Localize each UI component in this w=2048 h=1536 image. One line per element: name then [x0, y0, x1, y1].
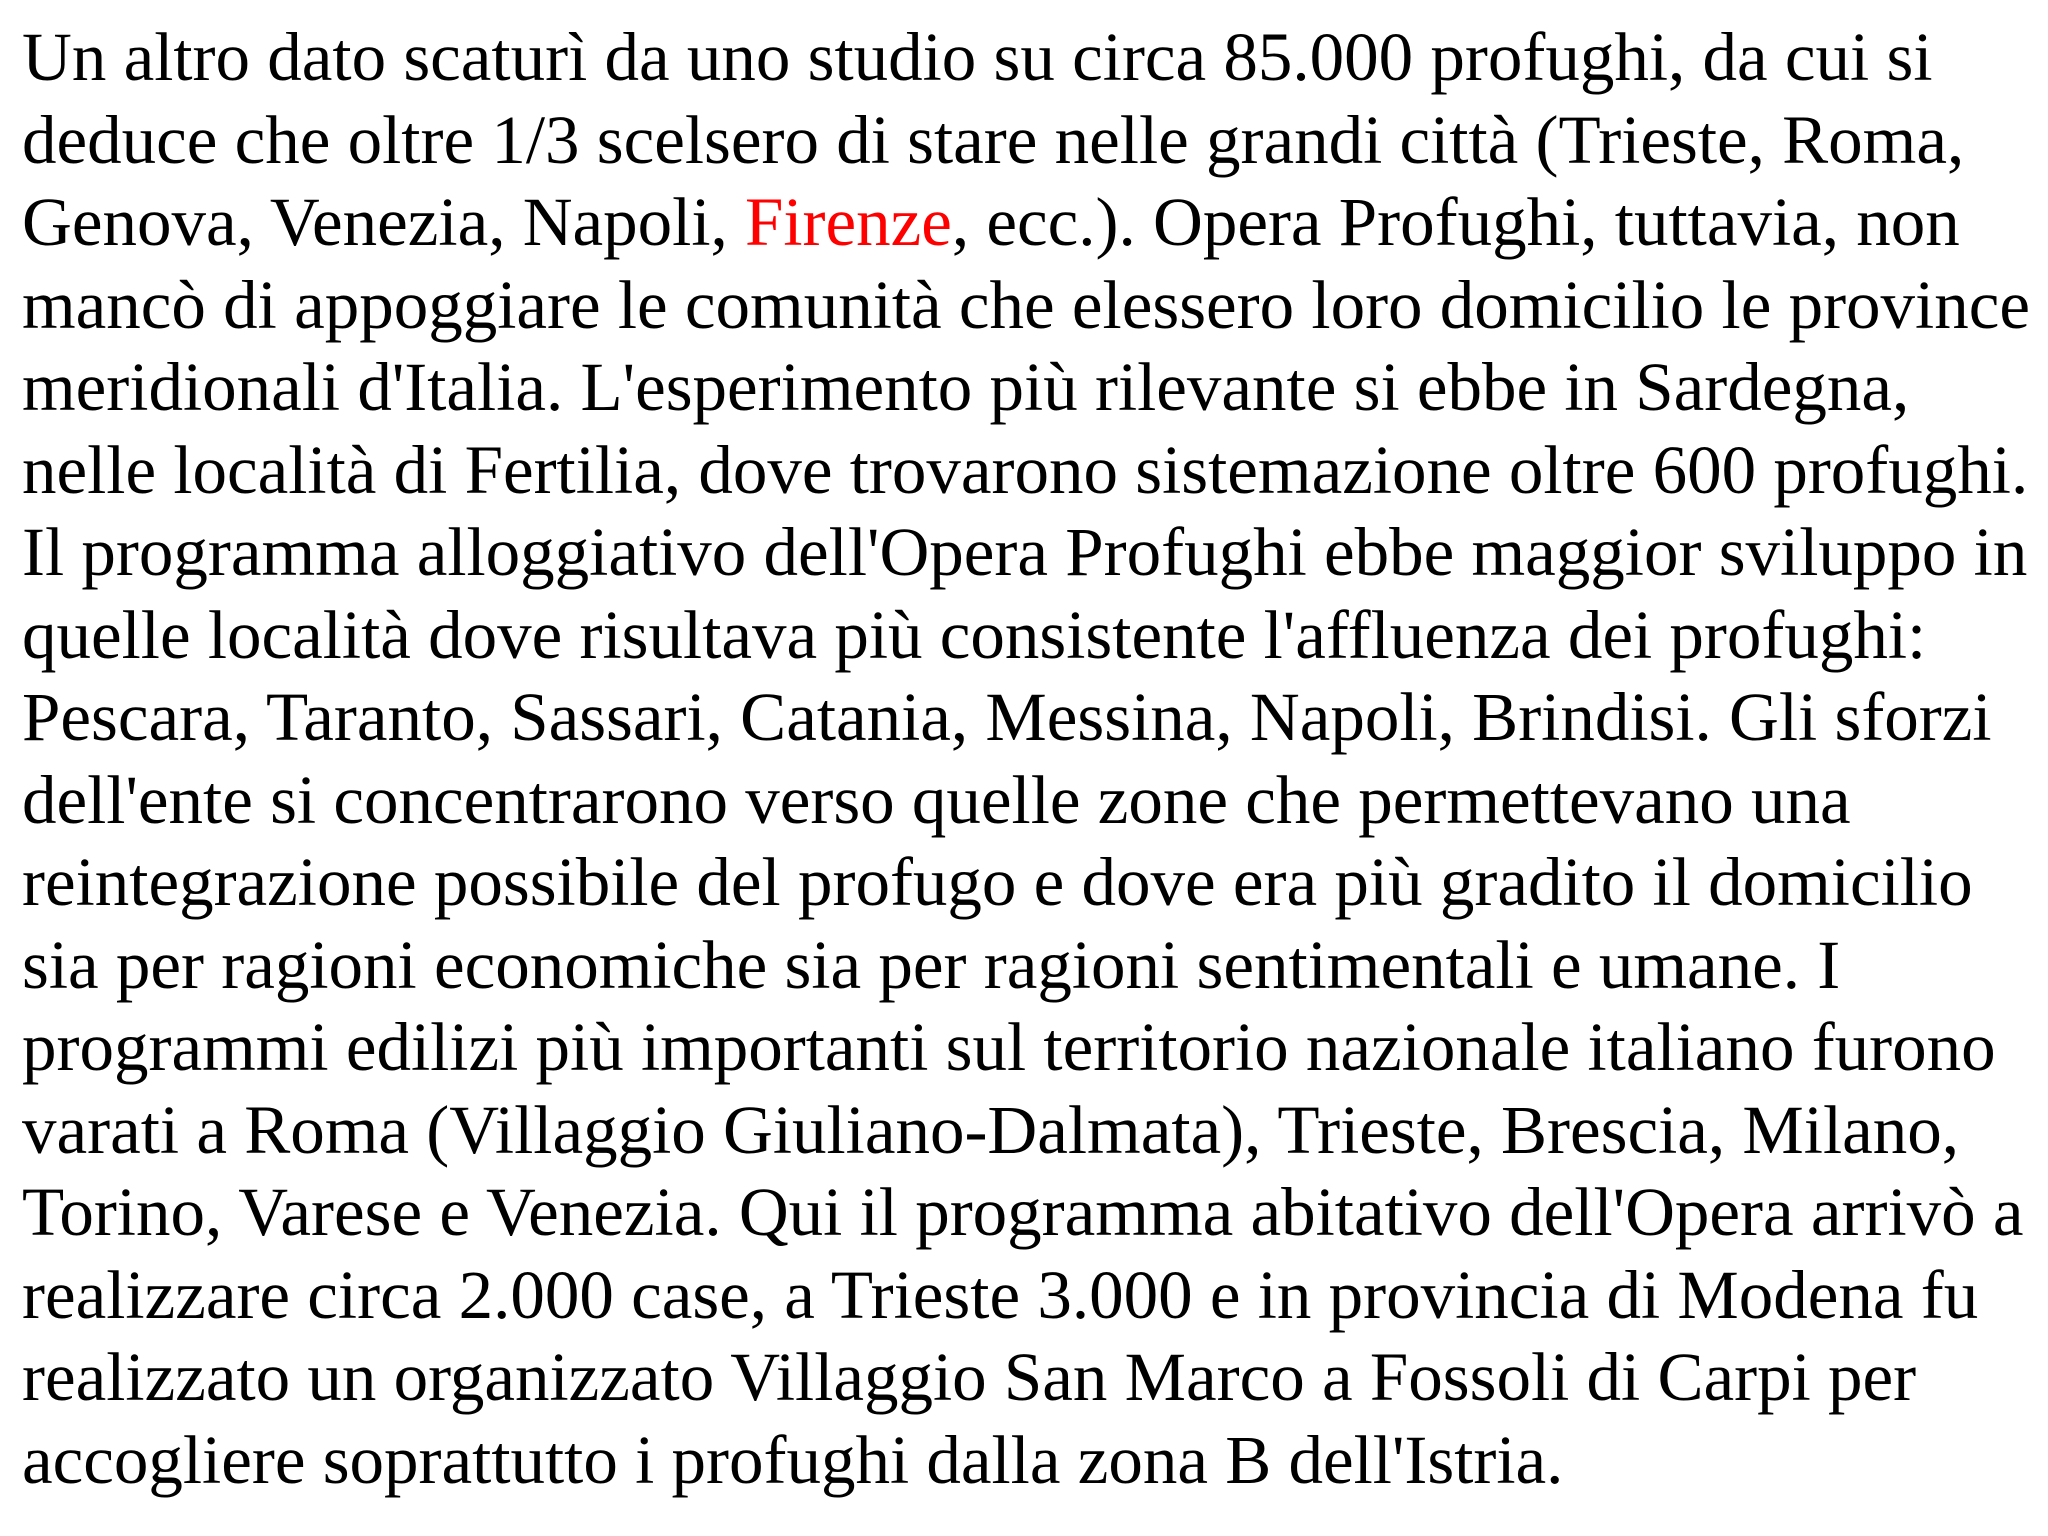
line-3-text-before-link: Genova, Venezia, Napoli, [22, 184, 745, 260]
paragraph-line-7: Il programma alloggiativo dell'Opera Profughi ebbe maggior sviluppo in [22, 514, 2028, 590]
paragraph-line-6: nelle località di Fertilia, dove trovarono sistemazione oltre 600 profughi. [22, 431, 2029, 508]
paragraph-line-1: Un altro dato scaturì da uno studio su circa 85.000 profughi, da cui si [22, 19, 1933, 95]
article-paragraph [22, 16, 2032, 1501]
paragraph-line-18: accogliere soprattutto i profughi dalla zona B dell'Istria. [22, 1421, 1564, 1498]
paragraph-line-4: mancò di appoggiare le comunità che elessero loro domicilio le province [22, 266, 2030, 343]
line-3-text-after-link: , ecc.). Opera Profughi, tuttavia, non [951, 184, 1960, 260]
paragraph-line-9: Pescara, Taranto, Sassari, Catania, Messina, Napoli, Brindisi. Gli sforzi [22, 679, 1992, 755]
paragraph-line-12: sia per ragioni economiche sia per ragioni sentimentali e umane. I [22, 926, 1841, 1003]
paragraph-line-14: varati a Roma (Villaggio Giuliano-Dalmata), Trieste, Brescia, Milano, [22, 1091, 1959, 1168]
paragraph-line-13: programmi edilizi più importanti sul territorio nazionale italiano furono [22, 1009, 1996, 1085]
paragraph-line-2: deduce che oltre 1/3 scelsero di stare nelle grandi città (Trieste, Roma, [22, 101, 1965, 178]
paragraph-line-10: dell'ente si concentrarono verso quelle zone che permettevano una [22, 761, 1851, 838]
paragraph-line-11: reintegrazione possibile del profugo e dove era più gradito il domicilio [22, 844, 1973, 920]
firenze-link[interactable]: Firenze [744, 184, 952, 260]
paragraph-line-17: realizzato un organizzato Villaggio San Marco a Fossoli di Carpi per [22, 1339, 1917, 1415]
paragraph-line-16: realizzare circa 2.000 case, a Trieste 3.000 e in provincia di Modena fu [22, 1256, 1979, 1333]
paragraph-line-8: quelle località dove risultava più consistente l'affluenza dei profughi: [22, 596, 1927, 673]
paragraph-line-15: Torino, Varese e Venezia. Qui il programma abitativo dell'Opera arrivò a [22, 1174, 2024, 1250]
paragraph-line-5: meridionali d'Italia. L'esperimento più rilevante si ebbe in Sardegna, [22, 349, 1910, 425]
paragraph-line-3 [22, 181, 2032, 264]
